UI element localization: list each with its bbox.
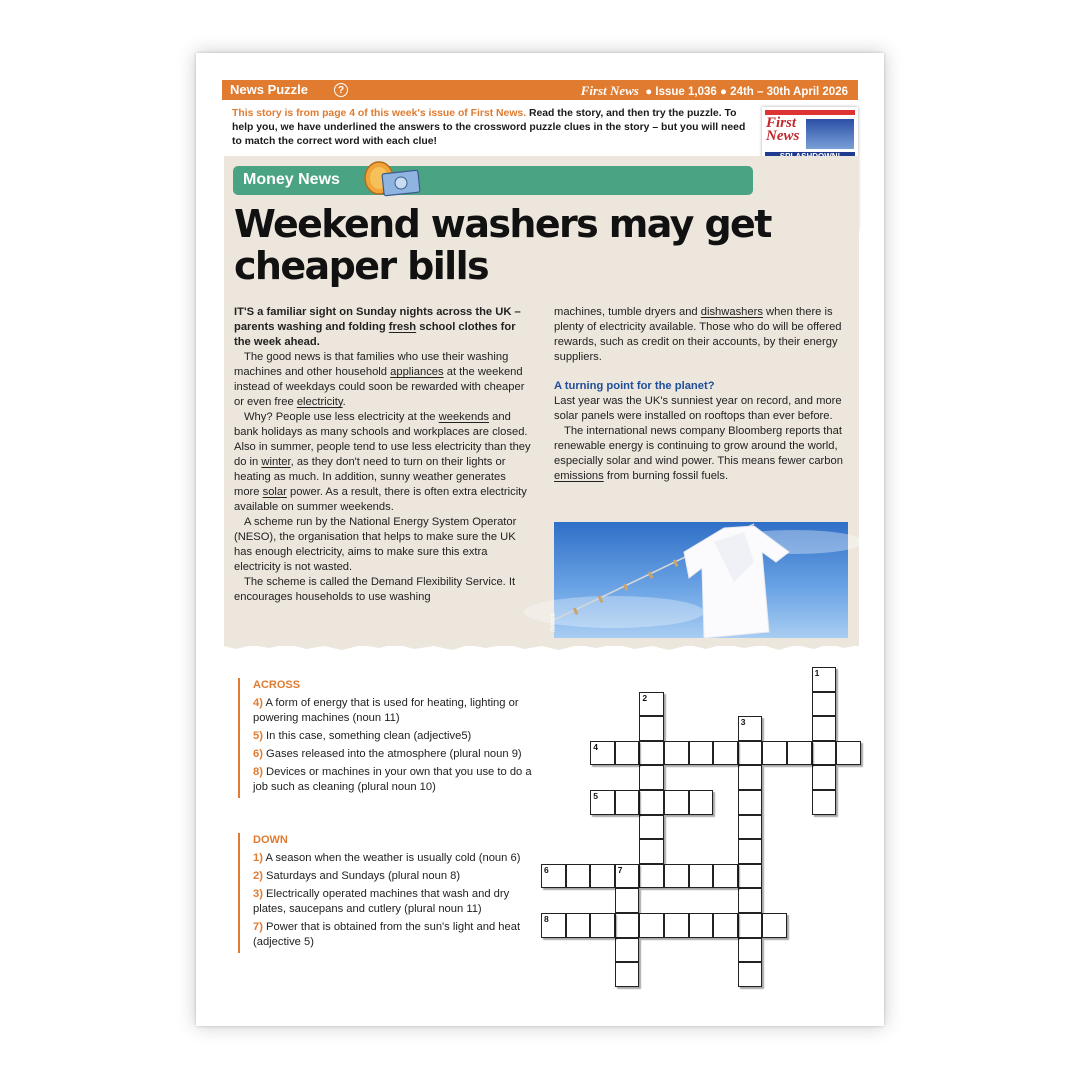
paragraph-4: A scheme run by the National Energy System Operator (NESO), the organisation that helps to make sure the UK has enough electricity, aims to make sure this extra electricity is not wasted. — [234, 516, 517, 573]
story-subhead: A turning point for the planet? — [554, 380, 715, 392]
clue-number: 3) — [253, 888, 263, 900]
washing-line-photo — [550, 522, 848, 638]
paragraph-5: The scheme is called the Demand Flexibility Service. It encourages households to use washing — [234, 576, 516, 603]
crossword-cell[interactable] — [738, 765, 763, 790]
crossword-cell[interactable] — [639, 815, 664, 840]
p1-text-b: school clothes for the week ahead. — [234, 321, 516, 348]
p6-text-b: when there is plenty of electricity available. Those who do will be offered rewards, such as credit on their accounts, by their energy suppliers. — [554, 306, 842, 363]
paragraph-6 — [554, 305, 854, 365]
p3-text-d: power. As a result, there is often extra electricity available on summer weekends. — [234, 486, 527, 513]
clue-number: 7) — [253, 921, 263, 933]
crossword-cell[interactable] — [812, 667, 837, 692]
crossword-cell[interactable] — [738, 741, 763, 766]
p8-text-a: The international news company Bloomberg reports that renewable energy is continuing to grow around the world, especially solar and wind power. This means fewer carbon — [554, 425, 843, 467]
clue-text: Saturdays and Sundays (plural noun 8) — [262, 870, 461, 882]
story-headline: Weekend washers may get cheaper bills — [234, 202, 771, 288]
paragraph-8 — [554, 424, 854, 484]
crossword-cell[interactable] — [689, 913, 714, 938]
crossword-cell[interactable] — [738, 790, 763, 815]
clue-number: 6) — [253, 748, 263, 760]
crossword-cell[interactable] — [566, 913, 591, 938]
intro-lead: This story is from page 4 of this week's issue of First News. — [232, 108, 527, 119]
crossword-cell[interactable] — [590, 790, 615, 815]
clue-number: 4) — [253, 697, 263, 709]
crossword-cell[interactable] — [615, 962, 640, 987]
crossword-cell[interactable] — [738, 888, 763, 913]
crossword-cell[interactable] — [664, 913, 689, 938]
cell-number: 8 — [544, 914, 549, 924]
crossword-cell[interactable] — [664, 741, 689, 766]
torn-edge — [224, 639, 859, 653]
crossword-cell[interactable] — [738, 913, 763, 938]
crossword-cell[interactable] — [762, 913, 787, 938]
clue-number: 1) — [253, 852, 263, 864]
money-icon — [363, 160, 423, 200]
answer-dishwashers: dishwashers — [700, 306, 763, 318]
crossword-cell[interactable] — [639, 741, 664, 766]
story-column-2 — [554, 305, 854, 484]
answer-fresh: fresh — [388, 321, 417, 333]
crossword-cell[interactable] — [639, 765, 664, 790]
crossword-cell[interactable] — [689, 790, 714, 815]
down-clue-3 — [253, 887, 538, 917]
across-clue-8 — [253, 765, 538, 795]
bullet-2: ● — [720, 86, 727, 98]
crossword-cell[interactable] — [590, 913, 615, 938]
answer-solar: solar — [262, 486, 287, 498]
clue-number: 2) — [253, 870, 263, 882]
crossword-cell[interactable] — [812, 765, 837, 790]
cell-number: 1 — [814, 668, 820, 678]
crossword-cell[interactable] — [615, 741, 640, 766]
cell-number: 4 — [593, 741, 598, 752]
crossword-cell[interactable] — [664, 790, 689, 815]
across-title: ACROSS — [253, 679, 301, 691]
p2-text-a: The good news is that families who use their washing machines and other household — [234, 351, 509, 378]
clue-text: In this case, something clean (adjective5) — [262, 730, 472, 742]
clue-text: A season when the weather is usually cold (noun 6) — [262, 852, 521, 864]
crossword-cell[interactable] — [639, 913, 664, 938]
crossword-cell[interactable] — [639, 864, 664, 889]
clue-text: Power that is obtained from the sun's light and heat (adjective 5) — [253, 921, 521, 948]
crossword-cell[interactable] — [738, 864, 763, 889]
washing-line-illustration — [554, 522, 848, 638]
down-title: DOWN — [253, 834, 288, 846]
crossword-cell[interactable] — [812, 716, 837, 741]
answer-weekends: weekends — [438, 411, 490, 423]
crossword-cell[interactable] — [713, 864, 738, 889]
info-icon: ? — [334, 83, 348, 97]
paragraph-2 — [234, 350, 534, 410]
down-clue-1 — [253, 851, 538, 866]
p8-text-b: from burning fossil fuels. — [603, 470, 729, 482]
issue-dates: 24th – 30th April 2026 — [730, 86, 848, 98]
crossword-cell[interactable] — [689, 741, 714, 766]
clue-text: Gases released into the atmosphere (plural noun 9) — [262, 748, 522, 760]
section-ribbon — [233, 166, 753, 195]
cover-stripe — [806, 119, 854, 149]
clue-number: 8) — [253, 766, 263, 778]
crossword-cell[interactable] — [713, 913, 738, 938]
crossword-cell[interactable] — [541, 864, 566, 889]
crossword-cell[interactable] — [639, 716, 664, 741]
intro-text — [232, 107, 752, 149]
crossword-cell[interactable] — [812, 741, 837, 766]
cover-logo-line1: First — [766, 115, 797, 131]
crossword-cell[interactable] — [689, 864, 714, 889]
crossword-cell[interactable] — [738, 815, 763, 840]
crossword-cell[interactable] — [615, 790, 640, 815]
cover-logo-line2: News — [766, 128, 800, 144]
across-clue-5 — [253, 729, 538, 744]
crossword-cell[interactable] — [590, 864, 615, 889]
bullet-1: ● — [645, 86, 653, 98]
crossword-cell[interactable] — [639, 839, 664, 864]
crossword-cell[interactable] — [590, 741, 615, 766]
crossword-cell[interactable] — [615, 888, 640, 913]
answer-emissions: emissions — [554, 470, 604, 482]
cell-number: 3 — [740, 717, 746, 728]
crossword-cell[interactable] — [615, 864, 640, 889]
down-clue-7 — [253, 920, 538, 950]
p1-text-a: IT'S a familiar sight on Sunday nights across the UK – parents washing and folding — [234, 306, 521, 333]
answer-appliances: appliances — [390, 366, 444, 378]
down-clues — [238, 833, 538, 953]
cell-number: 2 — [642, 692, 648, 703]
across-clues — [238, 678, 538, 798]
crossword-cell[interactable] — [615, 938, 640, 963]
cover-logo — [766, 117, 799, 143]
puzzle-page — [196, 53, 884, 1026]
across-clue-6 — [253, 747, 538, 762]
crossword-cell[interactable] — [541, 913, 566, 938]
crossword-cell[interactable] — [566, 864, 591, 889]
crossword-cell[interactable] — [836, 741, 861, 766]
crossword-cell[interactable] — [738, 938, 763, 963]
crossword-cell[interactable] — [787, 741, 812, 766]
down-clue-2 — [253, 869, 538, 884]
crossword-cell[interactable] — [738, 962, 763, 987]
crossword-cell[interactable] — [812, 790, 837, 815]
crossword-cell[interactable] — [713, 741, 738, 766]
crossword-cell[interactable] — [615, 913, 640, 938]
cell-number: 5 — [593, 791, 598, 801]
brand-name: First News — [580, 83, 639, 98]
p3-text-a: Why? People use less electricity at the — [244, 411, 439, 423]
crossword-cell[interactable] — [812, 692, 837, 717]
paragraph-1 — [234, 305, 534, 350]
section-title: News Puzzle — [230, 82, 309, 97]
crossword-cell[interactable] — [738, 839, 763, 864]
issue-info — [581, 83, 848, 99]
p3-text-c: , as they don't need to turn on their lights or heating as much. In addition, sunny weather generates more — [234, 456, 506, 498]
crossword-cell[interactable] — [664, 864, 689, 889]
cell-number: 6 — [544, 864, 549, 875]
across-clue-4 — [253, 696, 538, 726]
photo-credit: iStock — [550, 612, 557, 632]
crossword-cell[interactable] — [762, 741, 787, 766]
cell-number: 7 — [617, 864, 623, 875]
p2-text-b: at the weekend instead of weekdays could soon be rewarded with cheaper or even free — [234, 366, 525, 408]
crossword-cell[interactable] — [738, 716, 763, 741]
ribbon-label: Money News — [243, 171, 340, 188]
answer-winter: winter — [261, 456, 291, 468]
p2-text-c: . — [342, 396, 346, 408]
intro-rest: Read the story, and then try the puzzle. To help you, we have underlined the answers to the crossword puzzle clues in the story – but you will need to match the correct word with each clue! — [232, 108, 746, 147]
header-bar — [222, 80, 858, 100]
p3-text-b: and bank holidays as many schools and workplaces are closed. Also in summer, people tend to use less electricity than they do in — [234, 411, 531, 468]
story-column-1 — [234, 305, 534, 605]
paragraph-3 — [234, 410, 534, 515]
clue-text: Devices or machines in your own that you use to do a job such as cleaning (plural noun 10) — [253, 766, 532, 793]
clue-text: A form of energy that is used for heating, lighting or powering machines (noun 11) — [253, 697, 519, 724]
crossword-cell[interactable] — [639, 692, 664, 717]
clue-text: Electrically operated machines that wash and dry plates, saucepans and cutlery (plural noun 11) — [253, 888, 510, 915]
clue-number: 5) — [253, 730, 263, 742]
issue-number: Issue 1,036 — [655, 86, 717, 98]
answer-electricity: electricity — [296, 396, 343, 408]
paragraph-7: Last year was the UK's sunniest year on record, and more solar panels were installed on rooftops than ever before. — [554, 395, 842, 422]
p6-text-a: machines, tumble dryers and — [554, 306, 701, 318]
crossword-cell[interactable] — [639, 790, 664, 815]
